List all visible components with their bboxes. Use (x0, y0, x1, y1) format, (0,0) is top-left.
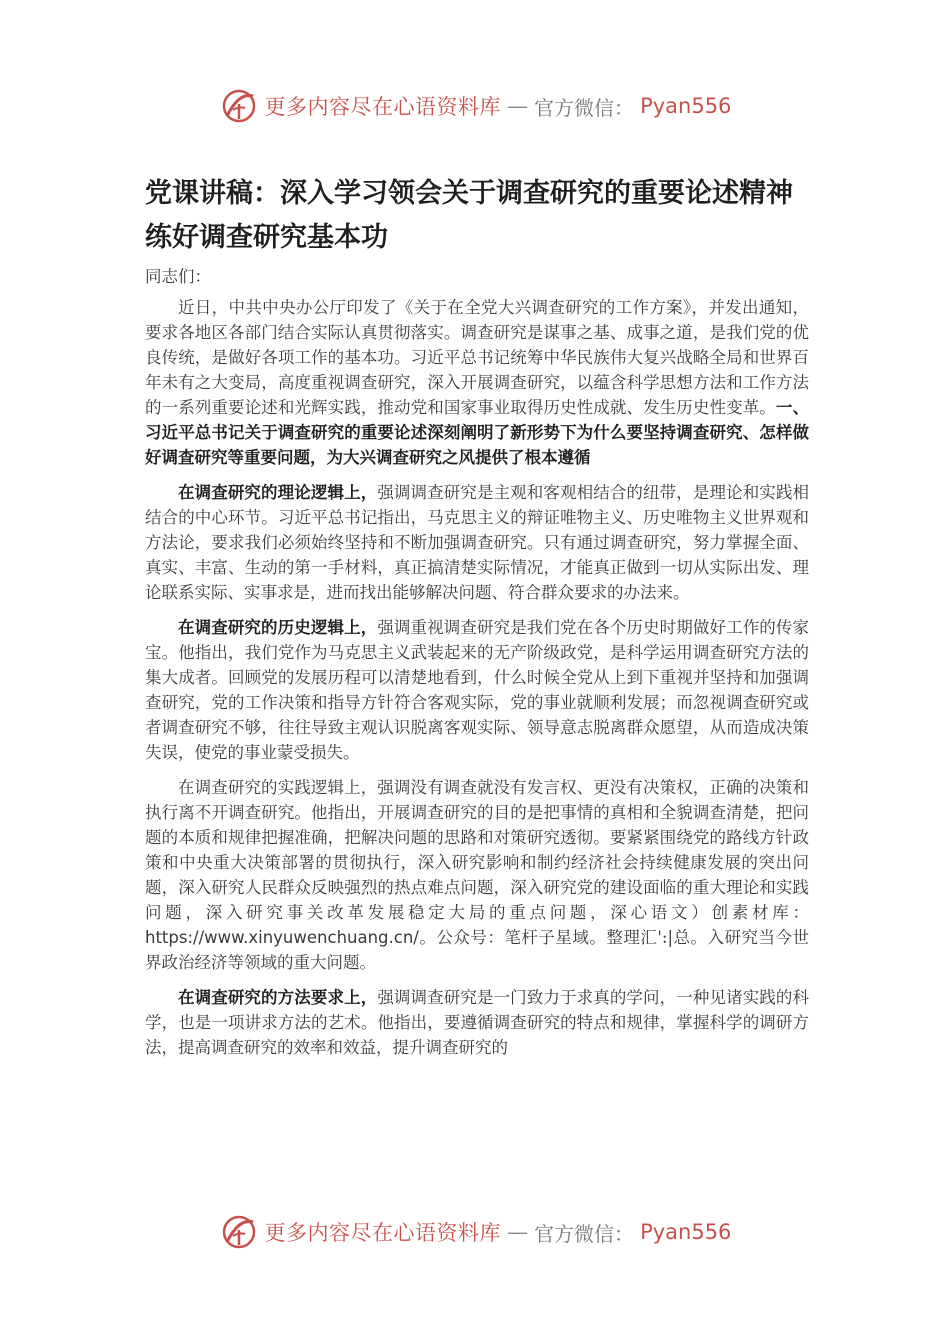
paragraph-5 (145, 985, 809, 1060)
tree-logo-icon (219, 86, 259, 126)
tree-logo-icon (219, 1212, 259, 1252)
banner-separator: — (507, 94, 529, 118)
paragraph-2-text: 强调调查研究是主观和客观相结合的纽带，是理论和实践相结合的中心环节。习近平总书记指出，马克思主义的辩证唯物主义、历史唯物主义世界观和方法论，要求我们必须始终坚持和不断加强调查研究。只有通过调查研究，努力掌握全面、真实、丰富、生动的第一手材料，真正搞清楚实际情况，才能真正做到一切从实际出发、理论联系实际、实事求是，进而找出能够解决问题、符合群众要求的办法来。 (145, 483, 810, 602)
footer-banner (0, 1212, 950, 1252)
salutation: 同志们： (145, 267, 211, 286)
banner-text: 更多内容尽在心语资料库 (264, 1221, 502, 1245)
document-title: 党课讲稿：深入学习领会关于调查研究的重要论述精神 练好调查研究基本功 (145, 178, 793, 253)
paragraph-3-lead: 在调查研究的历史逻辑上， (178, 618, 378, 637)
paragraph-4-tail: 。公众号：笔杆子星域。整理汇':|总。入研究当今世界政治经济等领域的重大问题。 (145, 928, 809, 972)
paragraph-1 (145, 295, 809, 470)
banner-official-label: 官方微信： (534, 1221, 635, 1246)
document-body (145, 172, 809, 1070)
paragraph-3-text: 强调重视调查研究是我们党在各个历史时期做好工作的传家宝。他指出，我们党作为马克思主义武装起来的无产阶级政党，是科学运用调查研究方法的集大成者。回顾党的发展历程可以清楚地看到，什么时候全党从上到下重视并坚持和加强调查研究，党的工作决策和指导方针符合客观实际，党的事业就顺利发展；而忽视调查研究或者调查研究不够，往往导致主观认识脱离客观实际、领导意志脱离群众愿望，从而造成决策失误，使党的事业蒙受损失。 (145, 618, 810, 762)
paragraph-4 (145, 775, 809, 975)
paragraph-1-text: 近日，中共中央办公厅印发了《关于在全党大兴调查研究的工作方案》，并发出通知，要求各地区各部门结合实际认真贯彻落实。调查研究是谋事之基、成事之道，是我们党的优良传统，是做好各项工作的基本功。习近平总书记统筹中华民族伟大复兴战略全局和世界百年未有之大变局，高度重视调查研究，深入开展调查研究，以蕴含科学思想方法和工作方法的一系列重要论述和光辉实践，推动党和国家事业取得历史性成就、发生历史性变革。 (145, 298, 809, 417)
section-heading-1: 一、习近平总书记关于调查研究的重要论述深刻阐明了新形势下为什么要坚持调查研究、怎样做好调查研究等重要问题，为大兴调查研究之风提供了根本遵循 (145, 398, 810, 467)
banner-text: 更多内容尽在心语资料库 (264, 95, 502, 119)
header-banner (0, 86, 950, 126)
paragraph-2 (145, 480, 809, 605)
banner-separator: — (507, 1220, 529, 1244)
banner-wechat-id: Pyan556 (640, 1220, 732, 1244)
paragraph-4-url: https://www.xinyuwenchuang.cn/ (145, 928, 419, 947)
paragraph-3 (145, 615, 809, 765)
paragraph-5-lead: 在调查研究的方法要求上， (178, 988, 378, 1007)
banner-wechat-id: Pyan556 (640, 94, 732, 118)
paragraph-2-lead: 在调查研究的理论逻辑上， (178, 483, 378, 502)
paragraph-4-text: 在调查研究的实践逻辑上，强调没有调查就没有发言权、更没有决策权，正确的决策和执行离不开调查研究。他指出，开展调查研究的目的是把事情的真相和全貌调查清楚，把问题的本质和规律把握准确，把解决问题的思路和对策研究透彻。要紧紧围绕党的路线方针政策和中央重大决策部署的贯彻执行，深入研究影响和制约经济社会持续健康发展的突出问题，深入研究人民群众反映强烈的热点难点问题，深入研究党的建设面临的重大理论和实践问题，深入研究事关改革发展稳定大局的重点问题，深心语文）创素材库： (145, 778, 809, 922)
banner-official-label: 官方微信： (534, 95, 635, 120)
paragraph-5-text: 强调调查研究是一门致力于求真的学问，一种见诸实践的科学，也是一项讲求方法的艺术。他指出，要遵循调查研究的特点和规律，掌握科学的调研方法，提高调查研究的效率和效益，提升调查研究的 (145, 988, 810, 1057)
